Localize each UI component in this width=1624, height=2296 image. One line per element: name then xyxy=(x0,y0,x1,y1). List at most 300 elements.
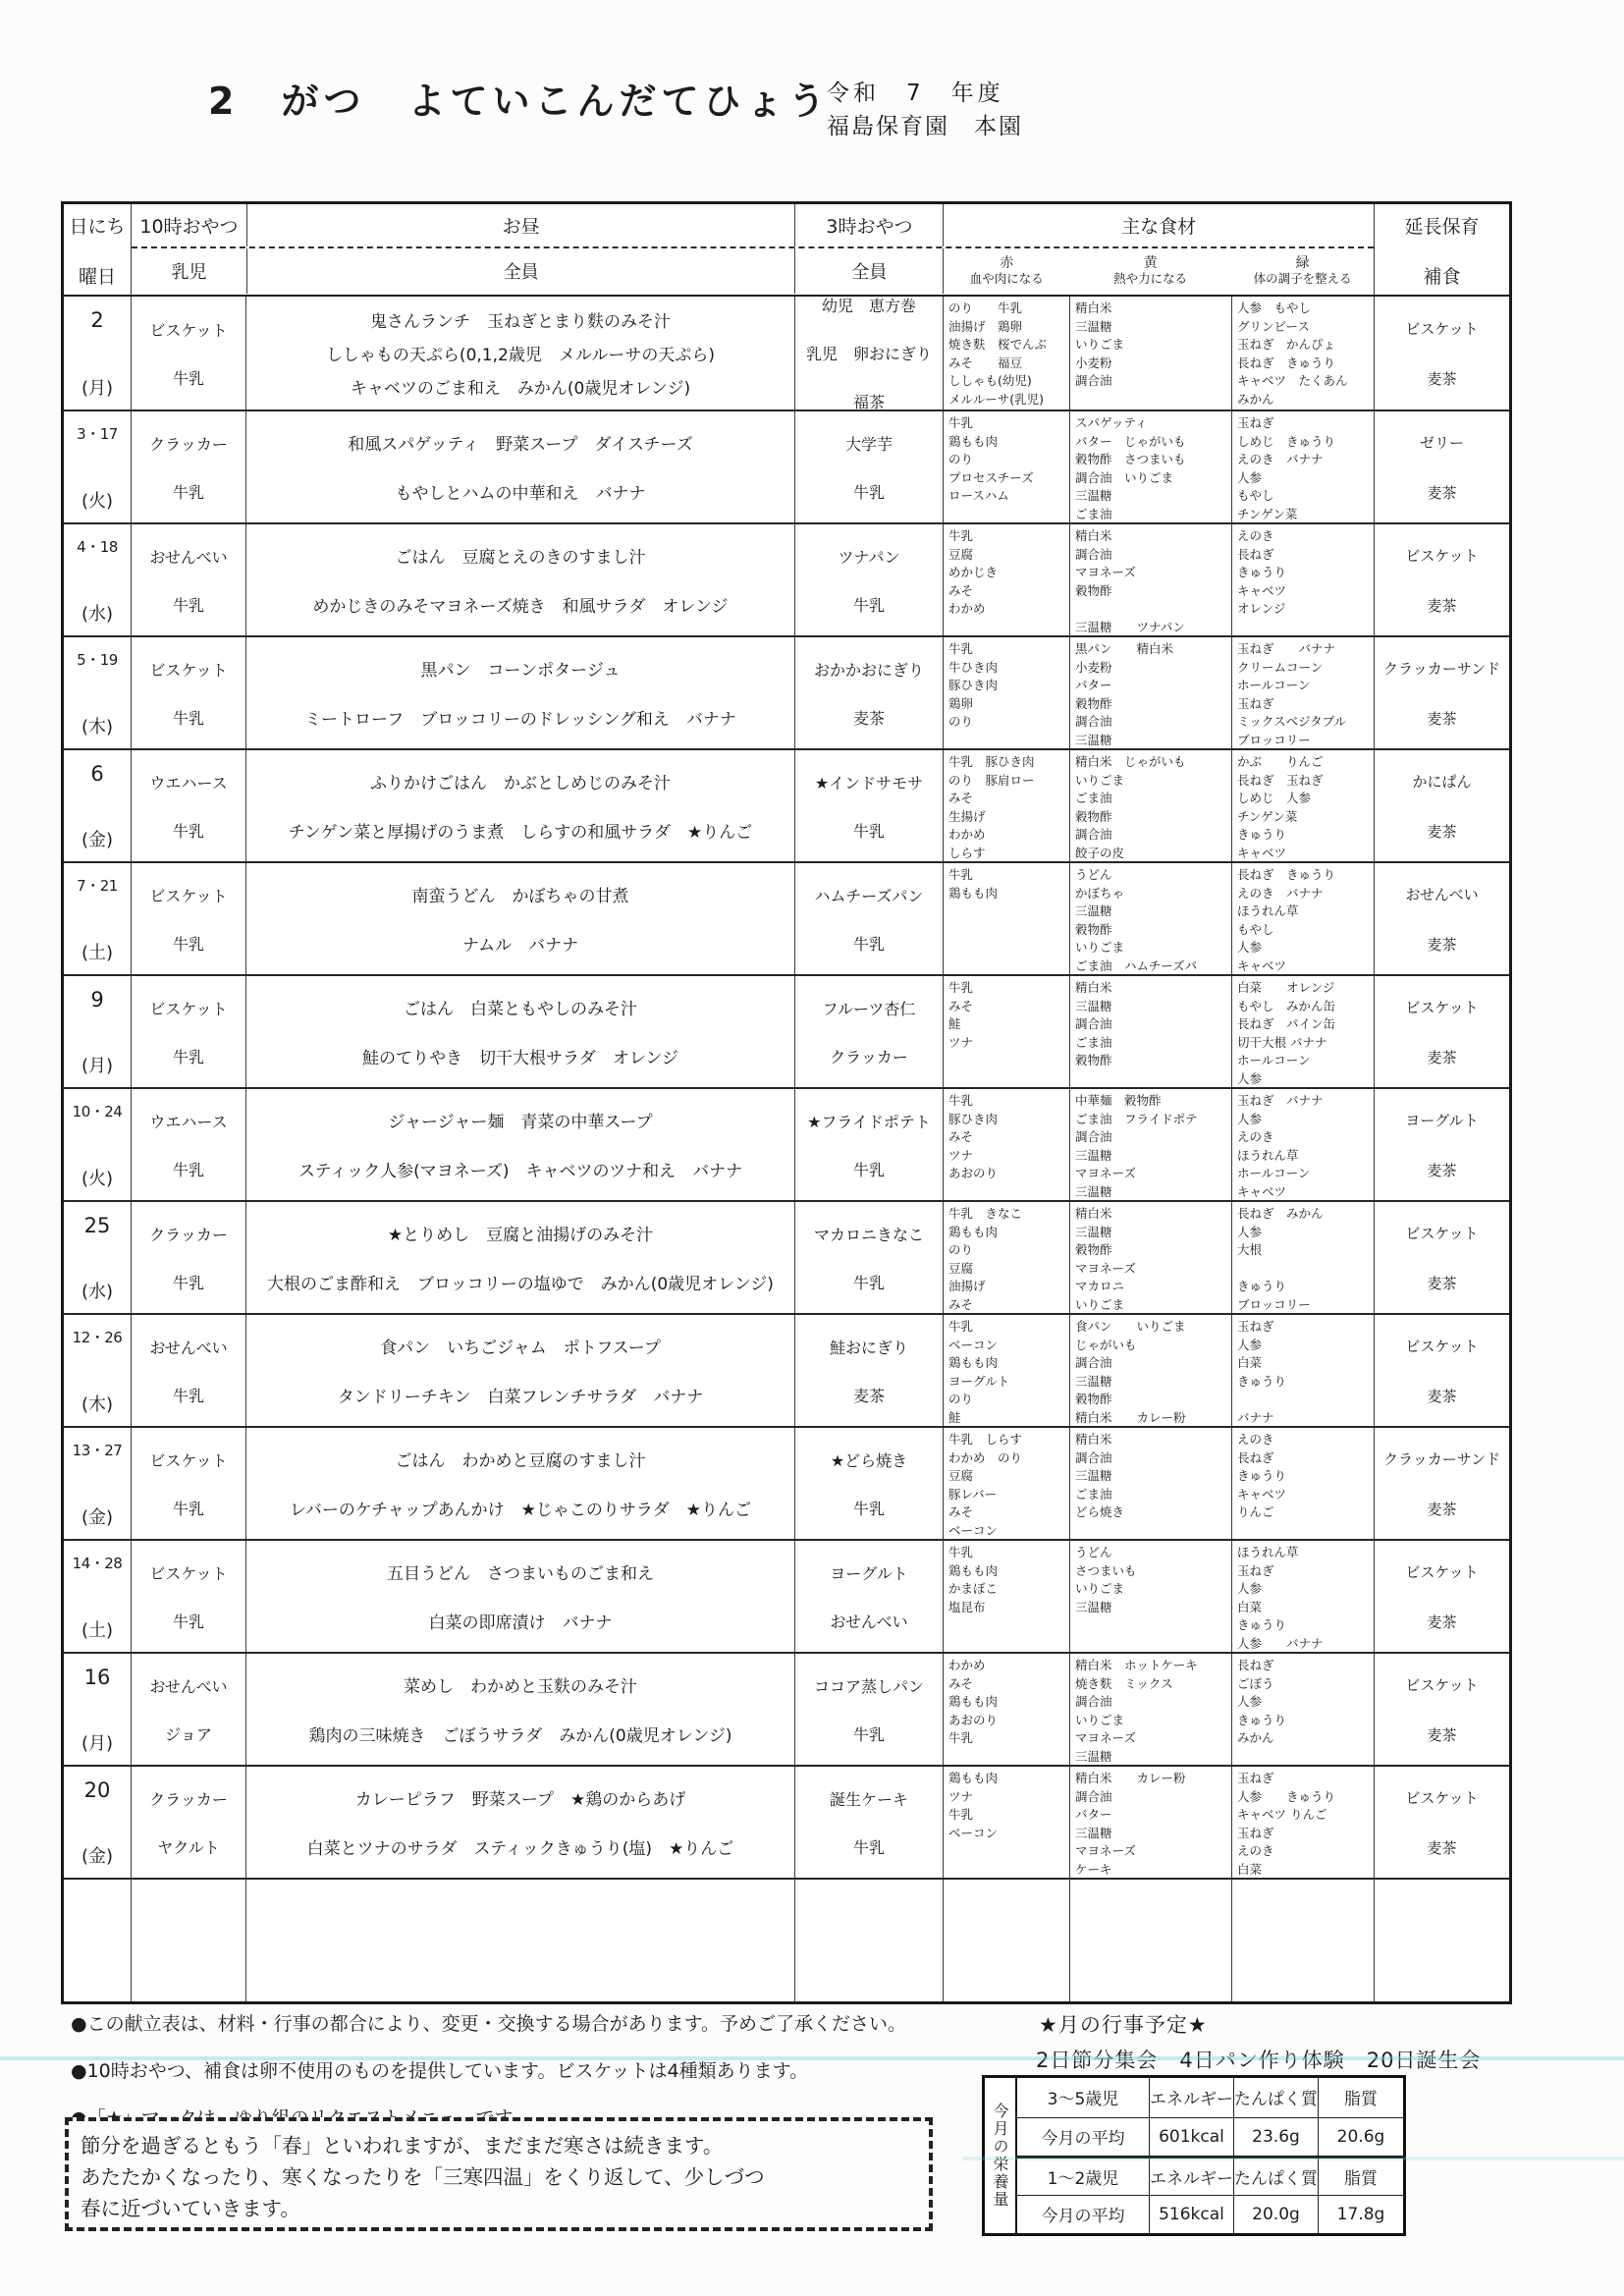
green-ingredients-cell xyxy=(1231,750,1374,861)
lunch-cell xyxy=(245,637,794,748)
yellow-item: 三温糖 xyxy=(1075,1224,1112,1239)
red-item: のり 豚肩ロー xyxy=(948,772,1035,788)
yellow-item: いりごま xyxy=(1075,1712,1125,1727)
date-header-label: 日にち xyxy=(69,216,126,238)
snack15-cell xyxy=(794,863,943,974)
red-ingredients-cell xyxy=(943,1428,1069,1539)
green-item: 白菜 xyxy=(1237,1861,1263,1877)
yellow-item: 調合油 xyxy=(1075,714,1112,730)
weekday-label: (火) xyxy=(81,1169,114,1189)
menu-row xyxy=(64,1426,1509,1539)
snack15-item: 牛乳 xyxy=(852,1499,885,1518)
red-item: しらす xyxy=(948,845,986,860)
school-name: 福島保育園 本園 xyxy=(827,114,1023,139)
lunch-item: 鶏肉の三味焼き ごぼうサラダ みかん(0歳児オレンジ) xyxy=(308,1726,732,1747)
yellow-item: 穀物酢 xyxy=(1075,1053,1112,1068)
snack10-cell xyxy=(131,524,245,635)
green-ingredients-cell xyxy=(1231,976,1374,1087)
snack15-item: ツナパン xyxy=(838,547,900,567)
date-cell xyxy=(64,411,131,522)
red-item: みそ xyxy=(948,582,974,598)
weekday-label: (金) xyxy=(81,1846,114,1867)
green-item: キャベツ xyxy=(1237,582,1287,598)
lunch-item: ナムル バナナ xyxy=(461,936,579,957)
red-item: 牛乳 xyxy=(948,1545,974,1559)
lunch-cell xyxy=(245,1089,794,1200)
date-cell xyxy=(64,1767,131,1878)
yellow-item: 穀物酢 xyxy=(1075,808,1112,824)
message-line: あたたかくなったり、寒くなったりを「三寒四温」をくり返して、少しづつ xyxy=(81,2165,765,2189)
green-item: 長ねぎ xyxy=(1237,1449,1274,1465)
note-line: ●この献立表は、材料・行事の都合により、変更・交換する場合があります。予めご了承ください。 xyxy=(71,2013,907,2035)
green-item: 人参 xyxy=(1237,1581,1263,1597)
yellow-item: 三温糖 xyxy=(1075,1599,1112,1614)
extended-care-cell xyxy=(1374,1089,1509,1200)
snack10-cell xyxy=(131,411,245,522)
red-item: 豆腐 xyxy=(948,546,974,562)
green-item: 長ねぎ xyxy=(1237,546,1274,562)
green-item: 白菜 xyxy=(1237,1599,1263,1614)
yellow-item: 調合油 xyxy=(1075,373,1112,389)
menu-row xyxy=(64,1765,1509,1878)
snack10-item: ビスケット xyxy=(149,999,228,1018)
green-item: きゅうり xyxy=(1237,827,1287,843)
snack10-item: ビスケット xyxy=(149,660,228,680)
red-item: 生揚げ xyxy=(948,808,986,824)
extended-item: かにぱん xyxy=(1412,772,1472,791)
red-item: わかめ xyxy=(948,827,986,843)
snack15-item: おかかおにぎり xyxy=(813,660,924,680)
lunch-item: 和風スパゲッティ 野菜スープ ダイスチーズ xyxy=(348,434,693,455)
snack15-item: ヨーグルト xyxy=(830,1563,908,1583)
yellow-item: 精白米 カレー粉 xyxy=(1075,1771,1186,1785)
yellow-item: 三温糖 xyxy=(1075,1183,1112,1199)
yellow-item: 三温糖 xyxy=(1075,1748,1112,1764)
nutrition-table xyxy=(982,2075,1406,2236)
nutrition-cell: 今月の平均 xyxy=(1017,2117,1149,2157)
red-item: ベーコン xyxy=(948,1825,999,1840)
extended-care-cell xyxy=(1374,1202,1509,1313)
red-item: のり xyxy=(948,1242,974,1258)
yellow-ingredients-cell xyxy=(1069,1767,1231,1878)
snack15-item: 大学芋 xyxy=(844,434,893,454)
extended-item: ビスケット xyxy=(1405,998,1479,1016)
yellow-item: 精白米 xyxy=(1075,1432,1112,1447)
date-number: 6 xyxy=(90,762,104,786)
extended-item: 麦茶 xyxy=(1427,1838,1457,1857)
yellow-item: さつまいも xyxy=(1075,1562,1137,1578)
green-item: ほうれん草 xyxy=(1237,903,1299,919)
snack10-item: クラッカー xyxy=(149,1789,228,1809)
lunch-item: 黒パン コーンポタージュ xyxy=(420,660,621,681)
yellow-ingredients-cell xyxy=(1069,863,1231,974)
red-item: 塩昆布 xyxy=(948,1599,986,1614)
snack10-item: おせんべい xyxy=(149,547,228,567)
red-item: 牛ひき肉 xyxy=(948,659,999,675)
lunch-item: キャベツのごま和え みかん(0歳児オレンジ) xyxy=(350,379,691,400)
red-item: 豚ひき肉 xyxy=(948,678,999,693)
snack15-item: ココア蒸しパン xyxy=(813,1676,924,1696)
snack10-item: クラッカー xyxy=(149,1225,228,1244)
extended-item: ビスケット xyxy=(1405,1562,1479,1581)
snack10-cell xyxy=(131,976,245,1087)
snack15-cell xyxy=(794,1767,943,1878)
subheader-infants: 乳児 xyxy=(171,262,207,283)
lunch-item: ごはん わかめと豆腐のすまし汁 xyxy=(395,1450,646,1471)
snack10-item: 牛乳 xyxy=(172,1612,204,1631)
snack10-item: 牛乳 xyxy=(172,1047,204,1066)
snack15-item: 牛乳 xyxy=(852,1724,885,1744)
lunch-item: 食パン いちごジャム ポトフスープ xyxy=(380,1338,661,1358)
yellow-item: バター xyxy=(1075,1807,1112,1823)
snack10-item: ヤクルト xyxy=(157,1837,220,1857)
snack10-item: 牛乳 xyxy=(172,708,204,728)
extended-item: 麦茶 xyxy=(1427,1613,1457,1631)
green-item: 人参 バナナ xyxy=(1237,1635,1324,1651)
red-item: メルルーサ(乳児) xyxy=(948,391,1044,407)
yellow-item: ケーキ xyxy=(1075,1861,1112,1877)
red-ingredients-cell xyxy=(943,1202,1069,1313)
snack15-item: 麦茶 xyxy=(852,708,885,728)
extended-item: ビスケット xyxy=(1405,1224,1479,1242)
extended-care-cell xyxy=(1374,1541,1509,1652)
yellow-item: ごま油 xyxy=(1075,791,1112,806)
green-item: キャベツ xyxy=(1237,957,1287,973)
weekday-label: (水) xyxy=(81,604,114,625)
snack10-cell xyxy=(131,863,245,974)
snack15-item: 牛乳 xyxy=(852,1273,885,1292)
red-item: 鶏もも肉 xyxy=(948,1694,999,1710)
red-item: 油揚げ xyxy=(948,1279,986,1294)
yellow-item: ごま油 xyxy=(1075,1034,1112,1050)
date-cell xyxy=(64,1315,131,1426)
snack15-item: ハムチーズパン xyxy=(814,886,924,905)
supplement-label: 補食 xyxy=(1423,266,1461,288)
date-number: 2 xyxy=(90,308,104,332)
green-ingredients-cell xyxy=(1231,524,1374,635)
lunch-cell xyxy=(245,750,794,861)
extended-item: 麦茶 xyxy=(1427,1274,1457,1292)
extended-item: 麦茶 xyxy=(1427,1725,1457,1744)
yellow-item: いりごま xyxy=(1075,1581,1125,1597)
green-item: キャベツ xyxy=(1237,845,1287,860)
snack15-cell xyxy=(794,524,943,635)
menu-row xyxy=(64,522,1509,635)
extended-item: おせんべい xyxy=(1405,885,1479,903)
red-item: のり xyxy=(948,452,974,467)
red-ingredients-cell xyxy=(943,524,1069,635)
nutrition-cell: 20.0g xyxy=(1233,2195,1318,2234)
date-number: 3・17 xyxy=(77,425,118,443)
red-item: みそ xyxy=(948,998,974,1013)
table-header xyxy=(64,204,1509,297)
yellow-item: 三温糖 ツナパン xyxy=(1075,619,1185,634)
menu-row xyxy=(64,1539,1509,1652)
lunch-item: チンゲン菜と厚揚げのうま煮 しらすの和風サラダ ★りんご xyxy=(288,823,753,844)
nutrition-cell: 516kcal xyxy=(1149,2195,1233,2234)
snack15-item: 牛乳 xyxy=(852,595,885,615)
lunch-item: 鬼さんランチ 玉ねぎとまり麩のみそ汁 xyxy=(370,311,671,332)
snack15-cell xyxy=(794,1541,943,1652)
green-item: 大根 xyxy=(1237,1242,1263,1258)
fiscal-year-label: 令和 7 年度 xyxy=(827,81,1004,106)
empty-cell xyxy=(794,1880,943,2001)
scan-artifact-line xyxy=(962,2157,1624,2160)
yellow-item: 穀物酢 xyxy=(1075,921,1112,937)
lunch-cell xyxy=(245,1315,794,1426)
red-item: 豆腐 xyxy=(948,1260,974,1276)
yellow-item: バター じゃがいも xyxy=(1075,433,1186,449)
yellow-item: 調合油 xyxy=(1075,1694,1112,1710)
extended-care-cell xyxy=(1374,976,1509,1087)
red-item: 油揚げ 鶏卵 xyxy=(948,318,1023,334)
lunch-item: カレーピラフ 野菜スープ ★鶏のからあげ xyxy=(354,1789,686,1810)
events-title: ★月の行事予定★ xyxy=(1039,2013,1208,2037)
red-item: わかめ のり xyxy=(948,1449,1023,1465)
snack15-item: ★フライドポテト xyxy=(807,1112,931,1131)
menu-row xyxy=(64,861,1509,974)
red-ingredients-cell xyxy=(943,863,1069,974)
snack15-item: クラッカー xyxy=(830,1047,908,1066)
snack15-item: 牛乳 xyxy=(852,1160,885,1179)
red-ingredients-cell xyxy=(943,1767,1069,1878)
note-line: ●10時おやつ、補食は卵不使用のものを提供しています。ビスケットは4種類あります。 xyxy=(71,2060,809,2082)
green-group-sub: 体の調子を整える xyxy=(1253,270,1352,286)
red-item: ツナ xyxy=(948,1788,974,1804)
red-item: 牛乳 xyxy=(948,528,974,543)
snack15-item: フルーツ杏仁 xyxy=(822,999,916,1018)
yellow-ingredients-cell xyxy=(1069,1541,1231,1652)
red-ingredients-cell xyxy=(943,1315,1069,1426)
green-item: 長ねぎ パイン缶 xyxy=(1237,1016,1336,1032)
date-number: 4・18 xyxy=(77,538,118,556)
extended-care-cell xyxy=(1374,750,1509,861)
date-number: 25 xyxy=(83,1214,111,1237)
empty-cell xyxy=(943,1880,1069,2001)
extended-item: ヨーグルト xyxy=(1405,1111,1479,1129)
snack10-cell xyxy=(131,1315,245,1426)
yellow-item: 三温糖 xyxy=(1075,318,1112,334)
green-item: きゅうり xyxy=(1237,1279,1287,1294)
yellow-item: 三温糖 xyxy=(1075,488,1112,504)
green-item: 人参 きゅうり xyxy=(1237,1788,1336,1804)
green-item: 玉ねぎ xyxy=(1237,1771,1274,1785)
snack10-item: ビスケット xyxy=(149,1563,228,1583)
weekday-label: (月) xyxy=(81,378,114,399)
yellow-item: 穀物酢 xyxy=(1075,582,1112,598)
weekday-label: (土) xyxy=(81,1620,114,1641)
red-item: 牛乳 xyxy=(948,1319,974,1334)
red-item: ししゃも(幼児) xyxy=(948,373,1032,389)
green-item: えのき xyxy=(1237,1843,1274,1859)
green-item: 人参 もやし xyxy=(1237,301,1312,315)
yellow-item: 三温糖 xyxy=(1075,998,1112,1013)
yellow-item: 精白米 ホットケーキ xyxy=(1075,1658,1198,1672)
snack10-item: ウエハース xyxy=(149,1112,228,1131)
snack10-item: おせんべい xyxy=(149,1676,228,1696)
red-item: わかめ xyxy=(948,601,986,617)
extended-item: 麦茶 xyxy=(1427,596,1457,615)
green-item: きゅうり xyxy=(1237,565,1287,580)
yellow-item: 調合油 xyxy=(1075,1129,1112,1145)
date-cell xyxy=(64,1541,131,1652)
extended-item: クラッカーサンド xyxy=(1383,659,1500,678)
green-item: バナナ xyxy=(1237,1409,1274,1425)
page-title: 2 がつ よていこんだてひょう xyxy=(208,80,831,123)
green-ingredients-cell xyxy=(1231,1089,1374,1200)
snack15-item: 牛乳 xyxy=(852,821,885,841)
subheader-everyone-lunch: 全員 xyxy=(246,248,795,294)
empty-cell xyxy=(64,1880,131,2001)
red-ingredients-cell xyxy=(943,1541,1069,1652)
green-item xyxy=(1237,1260,1372,1279)
red-item: 鶏もも肉 xyxy=(948,1771,999,1785)
snack10-item: ウエハース xyxy=(149,773,228,793)
snack15-cell xyxy=(794,1428,943,1539)
yellow-item: 三温糖 xyxy=(1075,1373,1112,1389)
scan-artifact-line xyxy=(0,2056,1624,2060)
snack15-cell xyxy=(794,1089,943,1200)
snack15-cell xyxy=(794,297,943,410)
yellow-item: スパゲッティ xyxy=(1075,415,1148,430)
green-item: キャベツ たくあん xyxy=(1237,373,1348,389)
red-ingredients-cell xyxy=(943,976,1069,1087)
menu-row xyxy=(64,635,1509,748)
extended-care-cell xyxy=(1374,863,1509,974)
red-ingredients-cell xyxy=(943,750,1069,861)
green-group-label: 緑 xyxy=(1295,255,1310,272)
weekday-label: (土) xyxy=(81,943,114,963)
yellow-ingredients-cell xyxy=(1069,524,1231,635)
extended-item: 麦茶 xyxy=(1427,1387,1457,1405)
red-item: あおのり xyxy=(948,1166,999,1181)
yellow-item: ごま油 xyxy=(1075,506,1112,521)
yellow-item: うどん xyxy=(1075,1545,1112,1559)
lunch-cell xyxy=(245,1202,794,1313)
red-item: 豚レバー xyxy=(948,1486,998,1502)
snack10-item: ビスケット xyxy=(149,1450,228,1470)
green-ingredients-cell xyxy=(1231,1541,1374,1652)
nutrition-cell: エネルギー xyxy=(1149,2156,1233,2195)
red-item: 牛乳 xyxy=(948,1807,974,1823)
yellow-ingredients-cell xyxy=(1069,637,1231,748)
yellow-item xyxy=(1075,600,1229,619)
red-item: のり xyxy=(948,714,974,730)
extended-item: ゼリー xyxy=(1419,433,1464,452)
lunch-item: ししゃもの天ぷら(0,1,2歳児 メルルーサの天ぷら) xyxy=(325,345,716,365)
lunch-cell xyxy=(245,1767,794,1878)
yellow-ingredients-cell xyxy=(1069,1654,1231,1765)
green-item: かぶ りんご xyxy=(1237,754,1324,769)
weekday-label: (木) xyxy=(81,1394,114,1415)
red-item: かまぼこ xyxy=(948,1581,999,1597)
yellow-ingredients-cell xyxy=(1069,411,1231,522)
yellow-item: 精白米 xyxy=(1075,1206,1112,1221)
snack15-item: 牛乳 xyxy=(852,1837,885,1857)
date-cell xyxy=(64,297,131,410)
weekday-label: (月) xyxy=(81,1056,114,1076)
red-item: みそ 福豆 xyxy=(948,355,1023,370)
nutrition-cell: 20.6g xyxy=(1318,2117,1403,2157)
extended-item: 麦茶 xyxy=(1427,709,1457,728)
menu-row xyxy=(64,1313,1509,1426)
green-item: ほうれん草 xyxy=(1237,1545,1299,1559)
message-line: 節分を過ぎるともう「春」といわれますが、まだまだ寒さは続きます。 xyxy=(81,2134,724,2158)
green-item: しめじ きゅうり xyxy=(1237,433,1336,449)
green-item: 長ねぎ xyxy=(1237,1658,1274,1672)
yellow-item: 精白米 じゃがいも xyxy=(1075,754,1186,769)
subheader-red-group xyxy=(943,248,1069,294)
table-body xyxy=(64,297,1509,1878)
green-item: きゅうり xyxy=(1237,1712,1287,1727)
yellow-item: 調合油 xyxy=(1075,1355,1112,1371)
red-item: 牛乳 xyxy=(948,1730,974,1746)
lunch-item: 鮭のてりやき 切干大根サラダ オレンジ xyxy=(362,1049,678,1069)
empty-cell xyxy=(245,1880,794,2001)
green-item: 玉ねぎ かんぴょ xyxy=(1237,337,1336,353)
yellow-item: いりごま xyxy=(1075,940,1125,956)
yellow-item: マヨネーズ xyxy=(1075,1843,1136,1859)
yellow-item: 穀物酢 xyxy=(1075,1242,1112,1258)
lunch-item: 菜めし わかめと玉麩のみそ汁 xyxy=(404,1676,637,1697)
red-item: ベーコン xyxy=(948,1522,999,1538)
snack15-item: 乳児 卵おにぎり xyxy=(805,345,932,363)
snack15-item: 牛乳 xyxy=(852,482,885,502)
snack10-cell xyxy=(131,1089,245,1200)
column-header-snack15: 3時おやつ xyxy=(794,204,943,246)
lunch-item: ミートローフ ブロッコリーのドレッシング和え バナナ xyxy=(304,710,736,731)
yellow-item: ごま油 xyxy=(1075,1486,1112,1502)
lunch-item: 五目うどん さつまいものごま和え xyxy=(387,1563,654,1584)
empty-cell xyxy=(131,1880,245,2001)
extended-care-cell xyxy=(1374,1654,1509,1765)
red-item: 鶏もも肉 xyxy=(948,1355,999,1371)
yellow-ingredients-cell xyxy=(1069,1428,1231,1539)
yellow-item: じゃがいも xyxy=(1075,1337,1137,1352)
extended-item: 麦茶 xyxy=(1427,483,1457,502)
yellow-item: 三温糖 xyxy=(1075,1825,1112,1840)
lunch-item: もやしとハムの中華和え バナナ xyxy=(395,484,646,505)
green-ingredients-cell xyxy=(1231,863,1374,974)
green-item: 玉ねぎ xyxy=(1237,415,1274,430)
lunch-item: ジャージャー麺 青菜の中華スープ xyxy=(388,1112,653,1132)
green-item: キャベツ xyxy=(1237,1486,1287,1502)
snack15-cell xyxy=(794,976,943,1087)
column-header-lunch: お昼 xyxy=(246,204,795,246)
snack10-cell xyxy=(131,1767,245,1878)
snack15-item: おせんべい xyxy=(830,1612,908,1631)
nutrition-cell: 17.8g xyxy=(1318,2195,1403,2234)
yellow-item: 調合油 xyxy=(1075,1788,1112,1804)
snack10-item: 牛乳 xyxy=(172,1386,204,1405)
yellow-item: 三温糖 xyxy=(1075,903,1112,919)
snack15-item: 牛乳 xyxy=(852,934,885,954)
red-item: 牛乳 xyxy=(948,867,974,882)
yellow-item: 穀物酢 xyxy=(1075,695,1112,711)
yellow-ingredients-cell xyxy=(1069,1089,1231,1200)
red-item: めかじき xyxy=(948,565,999,580)
green-item: もやし みかん缶 xyxy=(1237,998,1336,1013)
snack10-item: おせんべい xyxy=(149,1338,228,1357)
yellow-item: 調合油 xyxy=(1075,1016,1112,1032)
extended-item: 麦茶 xyxy=(1427,1161,1457,1179)
date-number: 14・28 xyxy=(72,1555,123,1572)
yellow-item: バター xyxy=(1075,678,1112,693)
green-item: 人参 xyxy=(1237,1337,1263,1352)
red-item: 牛乳 xyxy=(948,415,974,430)
nutrition-cell: 601kcal xyxy=(1149,2117,1233,2157)
red-item: みそ xyxy=(948,1129,974,1145)
